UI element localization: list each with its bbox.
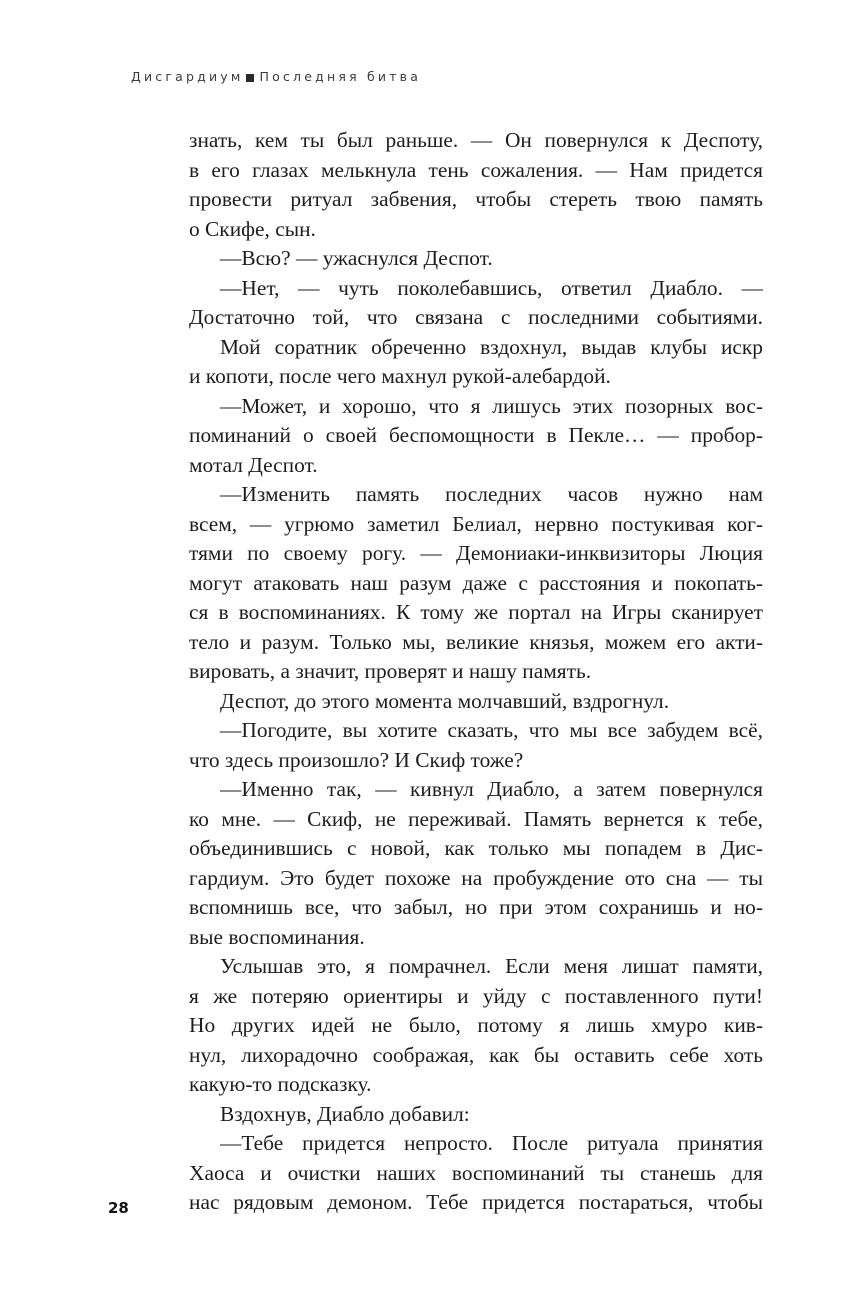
square-separator-icon xyxy=(246,74,254,82)
text-line: —Тебе придется непросто. После ритуала принятия xyxy=(220,1131,763,1155)
text-line: вые воспоминания. xyxy=(189,924,365,949)
text-line: о Скифе, сын. xyxy=(189,216,316,241)
text-line: я же потеряю ориентиры и уйду с поставленного пути! xyxy=(189,983,763,1008)
chapter-title: Последняя битва xyxy=(259,69,422,84)
text-line: Услышав это, я помрачнел. Если меня лишат памяти, xyxy=(220,954,763,978)
text-line: знать, кем ты был раньше. — Он повернулся к Деспоту, xyxy=(189,128,763,152)
text-line: —Именно так, — кивнул Диабло, а затем повернулся xyxy=(220,777,763,801)
text-line: в его глазах мелькнула тень сожаления. — Нам придется xyxy=(189,157,763,182)
text-line: провести ритуал забвения, чтобы стереть твою память xyxy=(189,187,763,211)
text-line: Вздохнув, Диабло добавил: xyxy=(220,1101,470,1126)
text-line: —Нет, — чуть поколебавшись, ответил Диабло. — xyxy=(220,275,763,300)
text-line: Мой соратник обреченно вздохнул, выдав клубы искр xyxy=(220,334,763,359)
book-title: Дисгардиум xyxy=(131,69,244,84)
text-line: Но других идей не было, потому я лишь хмуро кив- xyxy=(189,1013,763,1037)
text-line: объединившись с новой, как только мы попадем в Дис- xyxy=(189,836,763,860)
text-line: нас рядовым демоном. Тебе придется постараться, чтобы xyxy=(189,1190,763,1214)
running-head xyxy=(131,69,421,84)
text-line: —Изменить память последних часов нужно нам xyxy=(220,482,763,506)
text-line: —Погодите, вы хотите сказать, что мы все забудем всё, xyxy=(220,718,763,742)
text-line: нул, лихорадочно соображая, как бы оставить себе хоть xyxy=(189,1042,763,1067)
text-line: вспомнишь все, что забыл, но при этом сохранишь и но- xyxy=(189,895,763,919)
text-line: могут атаковать наш разум даже с расстояния и покопать- xyxy=(189,570,763,595)
text-line: Хаоса и очистки наших воспоминаний ты станешь для xyxy=(189,1160,763,1185)
text-line: ся в воспоминаниях. К тому же портал на Игры сканирует xyxy=(189,600,763,624)
text-line: —Может, и хорошо, что я лишусь этих позорных вос- xyxy=(220,393,763,418)
text-line: ко мне. — Скиф, не переживай. Память вернется к тебе, xyxy=(189,806,763,831)
text-line: Деспот, до этого момента молчавший, вздрогнул. xyxy=(220,688,670,713)
text-line: поминаний о своей беспомощности в Пекле… — пробор- xyxy=(189,423,763,447)
text-line: что здесь произошло? И Скиф тоже? xyxy=(189,747,524,772)
text-line: тело и разум. Только мы, великие князья, можем его акти- xyxy=(189,629,763,654)
text-line: и копоти, после чего махнул рукой-алебардой. xyxy=(189,364,611,388)
text-line: какую-то подсказку. xyxy=(189,1072,372,1096)
text-line: Достаточно той, что связана с последними событиями. xyxy=(189,305,763,329)
text-line: тями по своему рогу. — Демониаки-инквизиторы Люция xyxy=(189,541,763,565)
body-text xyxy=(189,126,763,1218)
text-line: всем, — угрюмо заметил Белиал, нервно постукивая ког- xyxy=(189,511,763,536)
text-line: вировать, а значит, проверят и нашу память. xyxy=(189,659,592,683)
text-line: гардиум. Это будет похоже на пробуждение ото сна — ты xyxy=(189,865,763,890)
text-line: —Всю? — ужаснулся Деспот. xyxy=(220,246,493,270)
text-line: мотал Деспот. xyxy=(189,452,318,477)
page-number: 28 xyxy=(108,1199,129,1217)
